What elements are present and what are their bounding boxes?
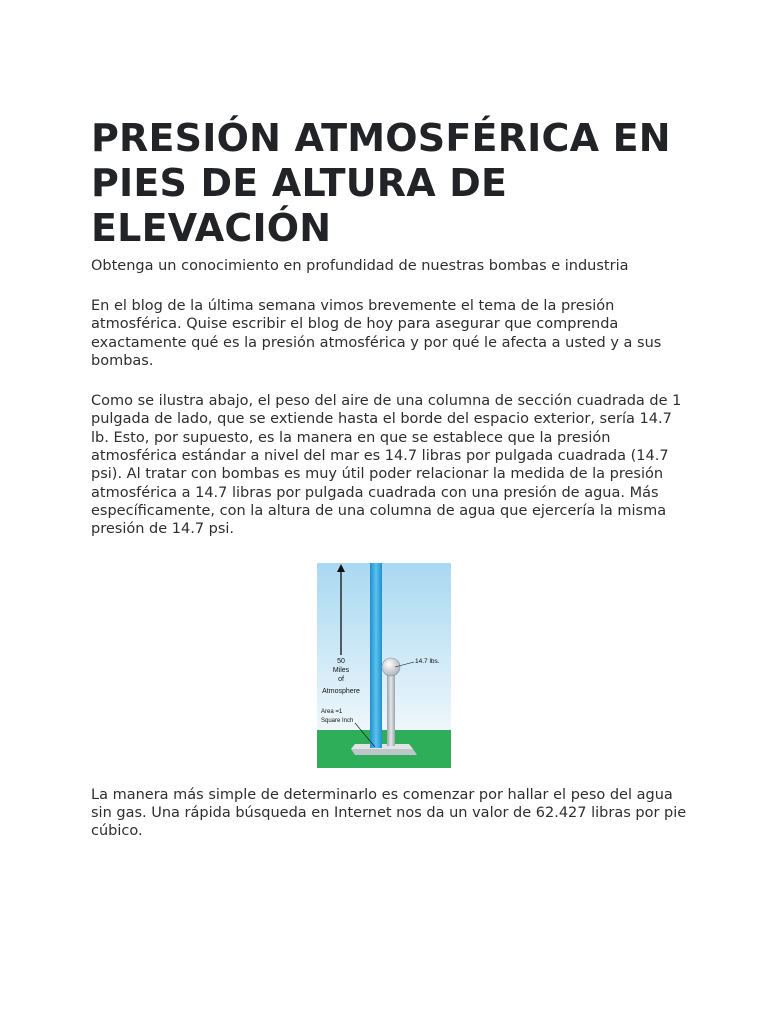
label-atmosphere-word: Atmosphere (321, 687, 360, 695)
base-plate (351, 749, 417, 755)
label-miles-word: Miles (332, 666, 349, 674)
paragraph-water-weight: La manera más simple de determinarlo es comenzar por hallar el peso del agua sin gas. Una rápida búsqueda en Internet nos da un valor de 62.427 libras por pie cúbico. (91, 786, 687, 840)
air-column (370, 563, 382, 748)
figure-container (91, 563, 688, 768)
label-area-line1: Area =1 (320, 708, 342, 715)
article-title: PRESIÓN ATMOSFÉRICA EN PIES DE ALTURA DE ELEVACIÓN (91, 116, 671, 250)
gauge-ball (382, 658, 400, 676)
gauge-pole (387, 675, 395, 746)
atmosphere-column-illustration (317, 563, 451, 768)
label-of-word: of (337, 675, 344, 683)
label-miles-value: 50 (336, 657, 345, 665)
paragraph-illustration: Como se ilustra abajo, el peso del aire de una columna de sección cuadrada de 1 pulgada de lado, que se extiende hasta el borde del espacio exterior, sería 14.7 lb. Esto, por supuesto, es la manera en que se establece que la presión atmosférica estándar a nivel del mar es 14.7 libras por pulgada cuadrada (14.7 psi). Al tratar con bombas es muy útil poder relacionar la medida de la presión atmosférica a 14.7 libras por pulgada cuadrada con una presión de agua. Más específicamente, con la altura de una columna de agua que ejercería la misma presión de 14.7 psi. (91, 393, 682, 538)
label-weight: 14.7 lbs. (414, 657, 440, 665)
label-area-line2: Square Inch (320, 717, 353, 724)
paragraph-intro: En el blog de la última semana vimos brevemente el tema de la presión atmosférica. Quise escribir el blog de hoy para asegurar que comprenda exactamente qué es la presión atmosférica y por qué le afecta a usted y a sus bombas. (91, 298, 662, 369)
article-subtitle: Obtenga un conocimiento en profundidad de nuestras bombas e industria (91, 258, 629, 274)
sky-background (317, 563, 451, 730)
